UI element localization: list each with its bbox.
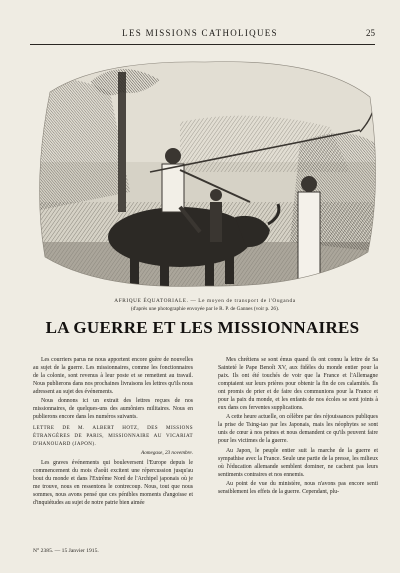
letter-body-paragraph: Les graves événements qui bouleversent l'Europe depuis le commencement du mois d'août excitent une répercussion jusqu'au bout du monde et dans l'Extrême Nord de l'Archipel japonais où je me trouve, nous en ressentons le contrecoup. Nous, tout que nous sommes, nous avons pensé que ces pénibles moments d'angoisse et d'inquiétudes au sujet de notre patrie bien aimée <box>33 460 193 507</box>
caption-source: (d'après une photographie envoyée par le R. P. de Gannes (voir p. 26). <box>130 306 280 312</box>
right-paragraph-1: Mes chrétiens se sont émus quand ils ont connu la lettre de Sa Sainteté le Pape Benoît XV, aux fidèles du monde entier pour la paix. Ils ont été touchés de voir que la France et l'Allemagne comptaient sur leurs prières pour obtenir la fin de ces calamités. Ils ont promis de prier et de faire des communions pour la France et pour la paix du monde, et les enfants de nos écoles se sont joints à eux dans ces ferventes supplications. <box>218 357 378 412</box>
right-column <box>218 356 378 497</box>
journal-title: LES MISSIONS CATHOLIQUES <box>122 28 278 38</box>
illustration-caption <box>40 297 370 313</box>
second-paragraph: Nous donnons ici un extrait des lettres reçues de nos missionnaires, de quelques-uns des aumôniers militaires. Nous en publierons encore dans les numéros suivants. <box>33 398 193 421</box>
header-rule <box>30 44 375 45</box>
running-header <box>30 28 375 44</box>
engraving-ox-rider-illustration <box>30 52 380 292</box>
article-title: LA GUERRE ET LES MISSIONNAIRES <box>45 318 360 337</box>
letter-dateline: Aomegase, 23 novembre. <box>141 450 193 457</box>
page-number: 25 <box>366 28 375 38</box>
right-paragraph-4: Au point de vue du ministère, nous n'avons pas encore senti sensiblement les effets de la guerre. Cependant, plu- <box>218 480 378 495</box>
intro-paragraph: Les courriers parus ne nous apportent encore guère de nouvelles au sujet de la guerre. Les missionnaires, comme les fonctionnaires de la colonie, sont revenus à leur poste et se remettent au travail. Nous publierons dans nos prochaines livraisons les lettres qu'ils nous adressent au sujet des événements. <box>33 357 193 396</box>
issue-footer: N° 2385. — 15 Janvier 1915. <box>33 548 99 554</box>
left-column <box>33 356 193 508</box>
right-paragraph-2: A cette heure actuelle, on célèbre par des réjouissances publiques la prise de Tsing-tao par les Japonais, mais les néophytes se sont unis de cœur à nos peines et nous demandent ce qu'ils peuvent faire pour les victimes de la guerre. <box>218 414 378 445</box>
caption-lead: AFRIQUE ÉQUATORIALE. — Le moyen de transport de l'Ouganda <box>114 298 296 304</box>
right-paragraph-3: Au Japon, le peuple entier suit la marche de la guerre et sympathise avec la France. Seule une partie de la presse, les milieux où l'éducation allemande semblent dominer, ne cachent pas leurs sentiments contraires et nos ennemis. <box>218 447 378 478</box>
letter-heading: LETTRE DE M. ALBERT HOTZ, DES MISSIONS ÉTRANGÈRES DE PARIS, MISSIONNAIRE AU VICARIAT D'HANOUARD (JAPON). <box>33 425 193 447</box>
